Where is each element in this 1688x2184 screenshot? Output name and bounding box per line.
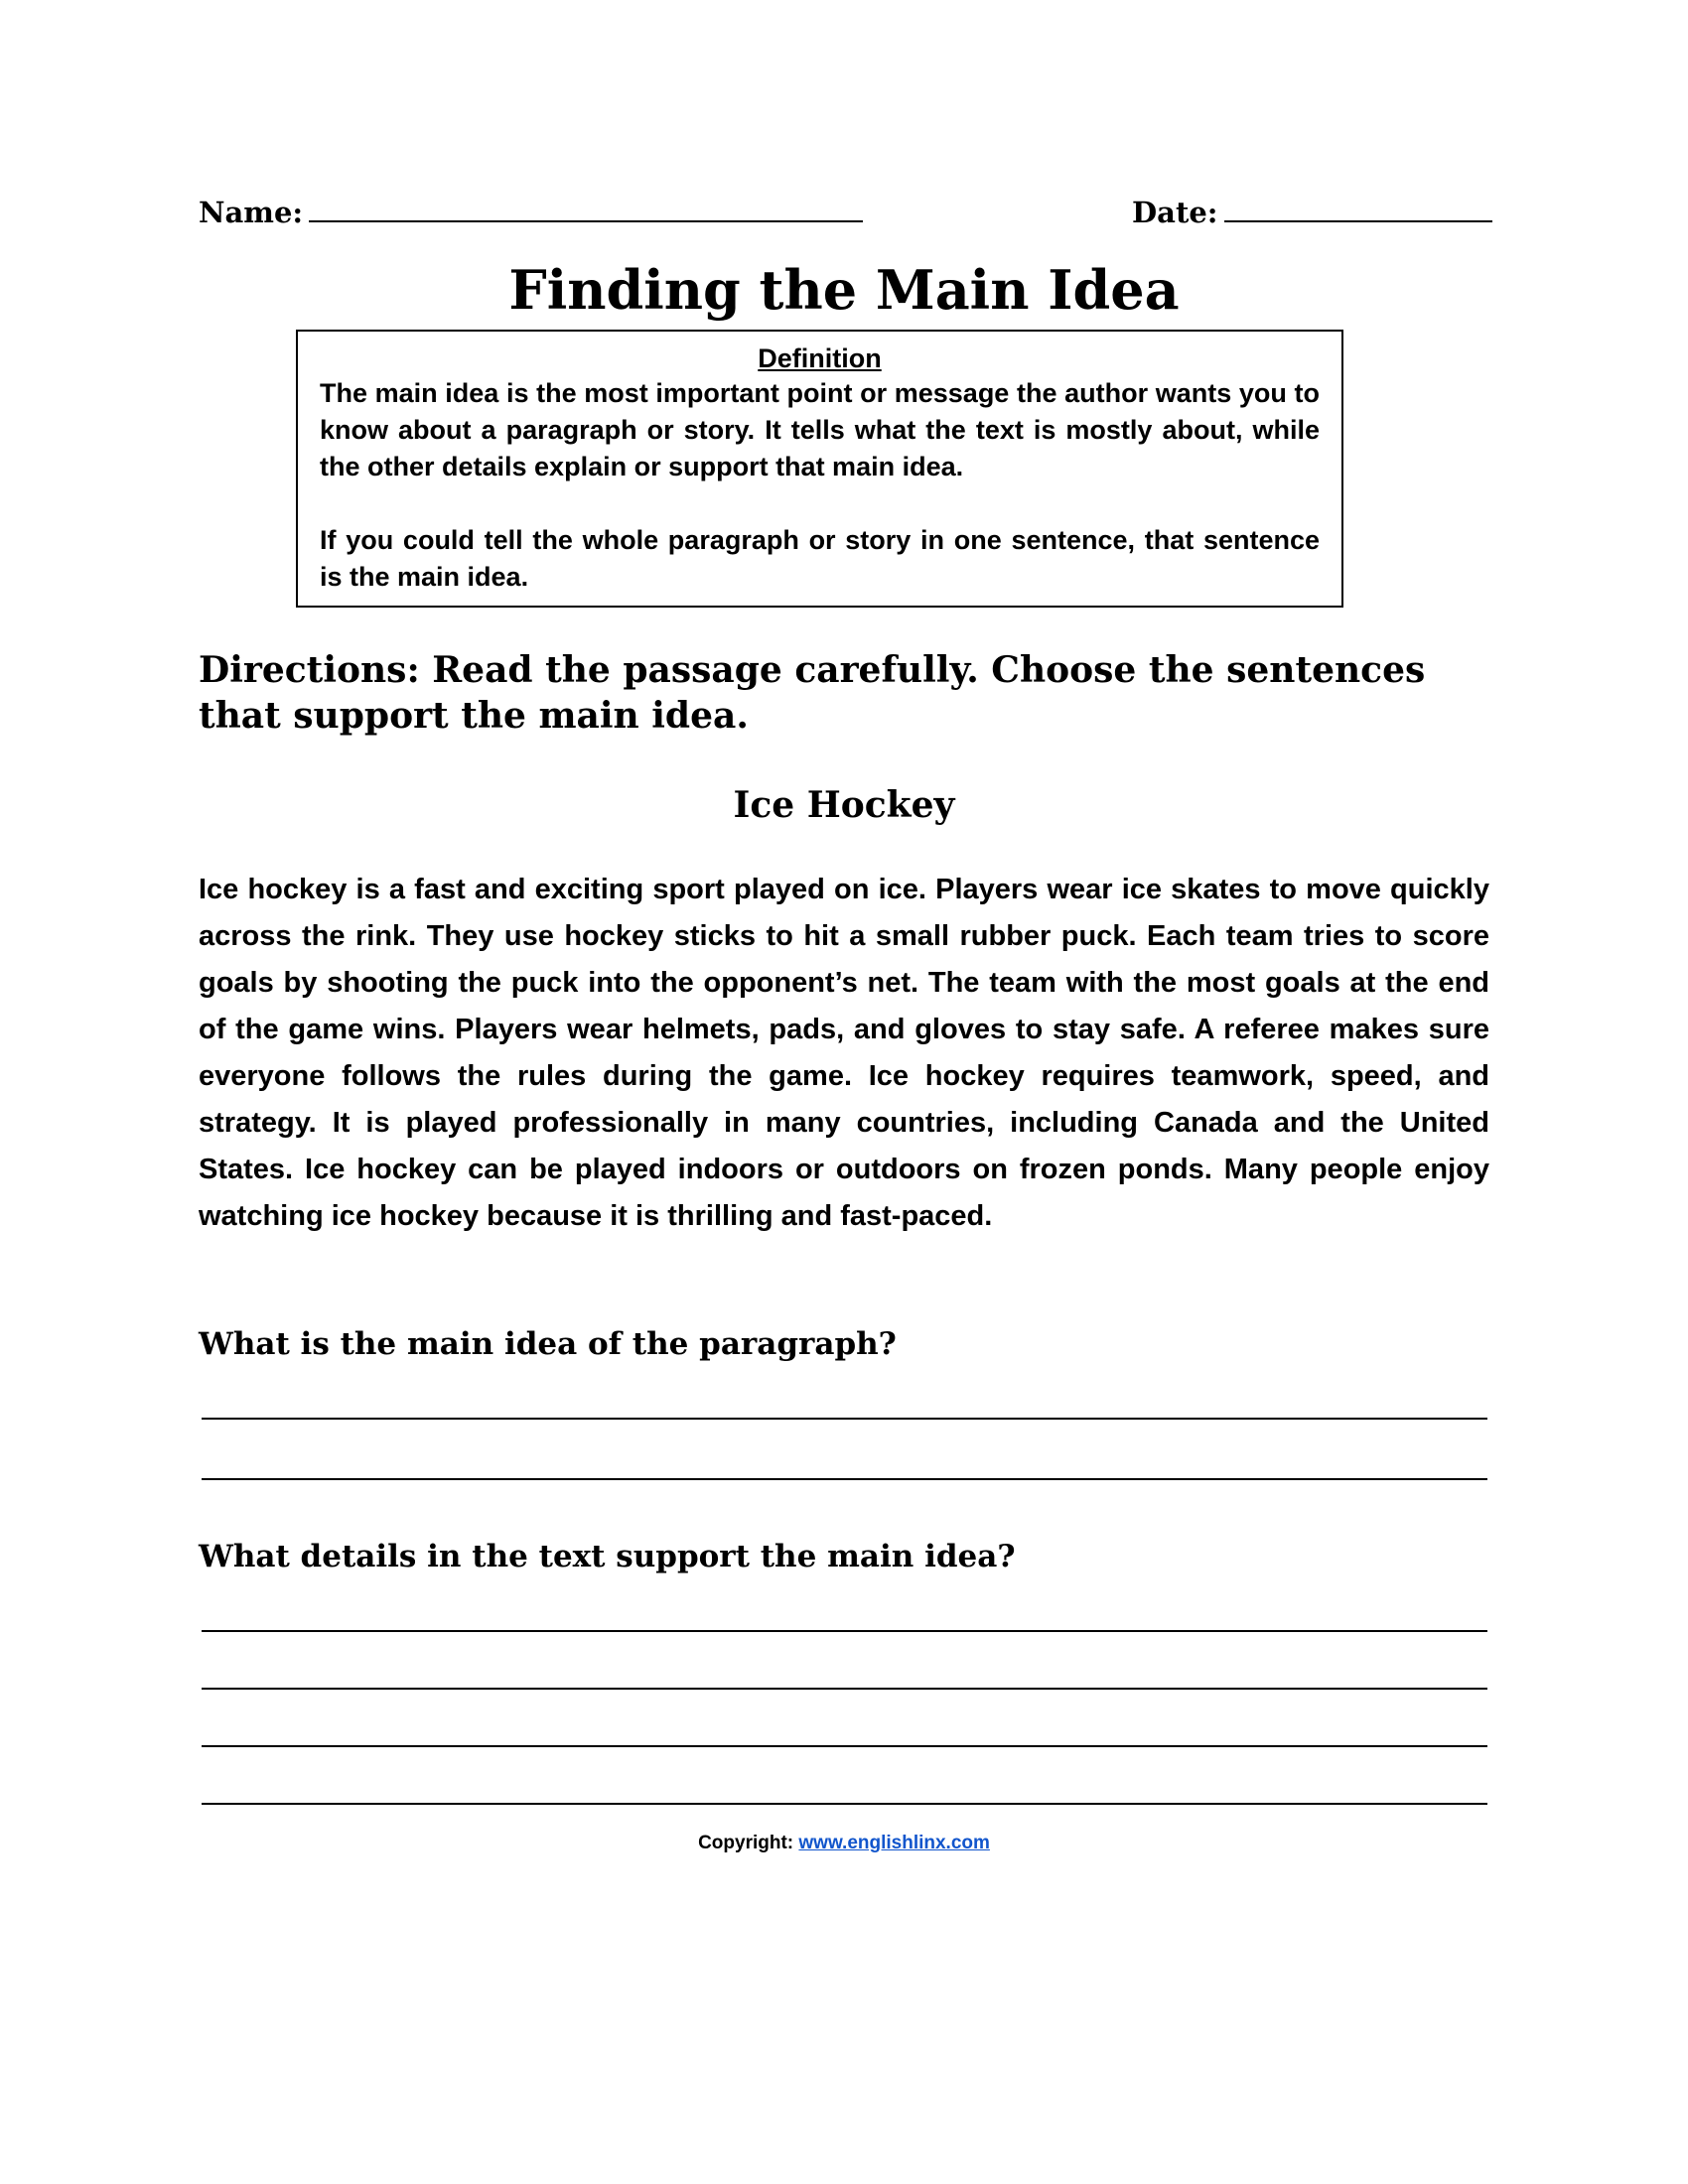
definition-paragraph-2: If you could tell the whole paragraph or story in one sentence, that sentence is the main idea. [320,525,1320,592]
copyright-label: Copyright: [698,1833,794,1853]
passage-text: Ice hockey is a fast and exciting sport played on ice. Players wear ice skates to move quickly across the rink. They use hockey sticks to hit a small rubber puck. Each team tries to score goals by shooting the puck into the opponent’s net. The team with the most goals at the end of the game wins. Players wear helmets, pads, and gloves to stay safe. A referee makes sure everyone follows the rules during the game. Ice hockey requires teamwork, speed, and strategy. It is played professionally in many countries, including Canada and the United States. Ice hockey can be played indoors or outdoors on frozen ponds. Many people enjoy watching ice hockey because it is thrilling and fast-paced. [199,874,1489,1232]
name-blank-line[interactable] [309,195,863,222]
answer-line-q2-1[interactable] [202,1630,1487,1632]
date-label: Date: [1132,196,1218,229]
name-label: Name: [199,196,304,229]
definition-heading: Definition [758,343,882,373]
page-title: Finding the Main Idea [508,258,1180,322]
copyright-footer [0,1833,1688,1854]
question-main-idea: What is the main idea of the paragraph? [199,1326,897,1362]
directions: Directions: Read the passage carefully. Choose the sentences that support the main idea. [199,649,1426,737]
definition-box [296,330,1343,608]
copyright-link[interactable]: www.englishlinx.com [798,1833,990,1853]
question-supporting-details: What details in the text support the main idea? [199,1539,1016,1574]
definition-paragraph-1: The main idea is the most important point or message the author wants you to know about a paragraph or story. It tells what the text is mostly about, while the other details explain or support that main idea. [320,378,1320,481]
name-field[interactable] [199,195,863,229]
passage-title: Ice Hockey [733,784,955,826]
answer-line-q2-4[interactable] [202,1803,1487,1805]
answer-line-q1-2[interactable] [202,1478,1487,1480]
answer-line-q2-2[interactable] [202,1688,1487,1690]
answer-line-q1-1[interactable] [202,1418,1487,1420]
date-blank-line[interactable] [1224,195,1492,222]
date-field[interactable] [1132,195,1492,229]
answer-line-q2-3[interactable] [202,1745,1487,1747]
